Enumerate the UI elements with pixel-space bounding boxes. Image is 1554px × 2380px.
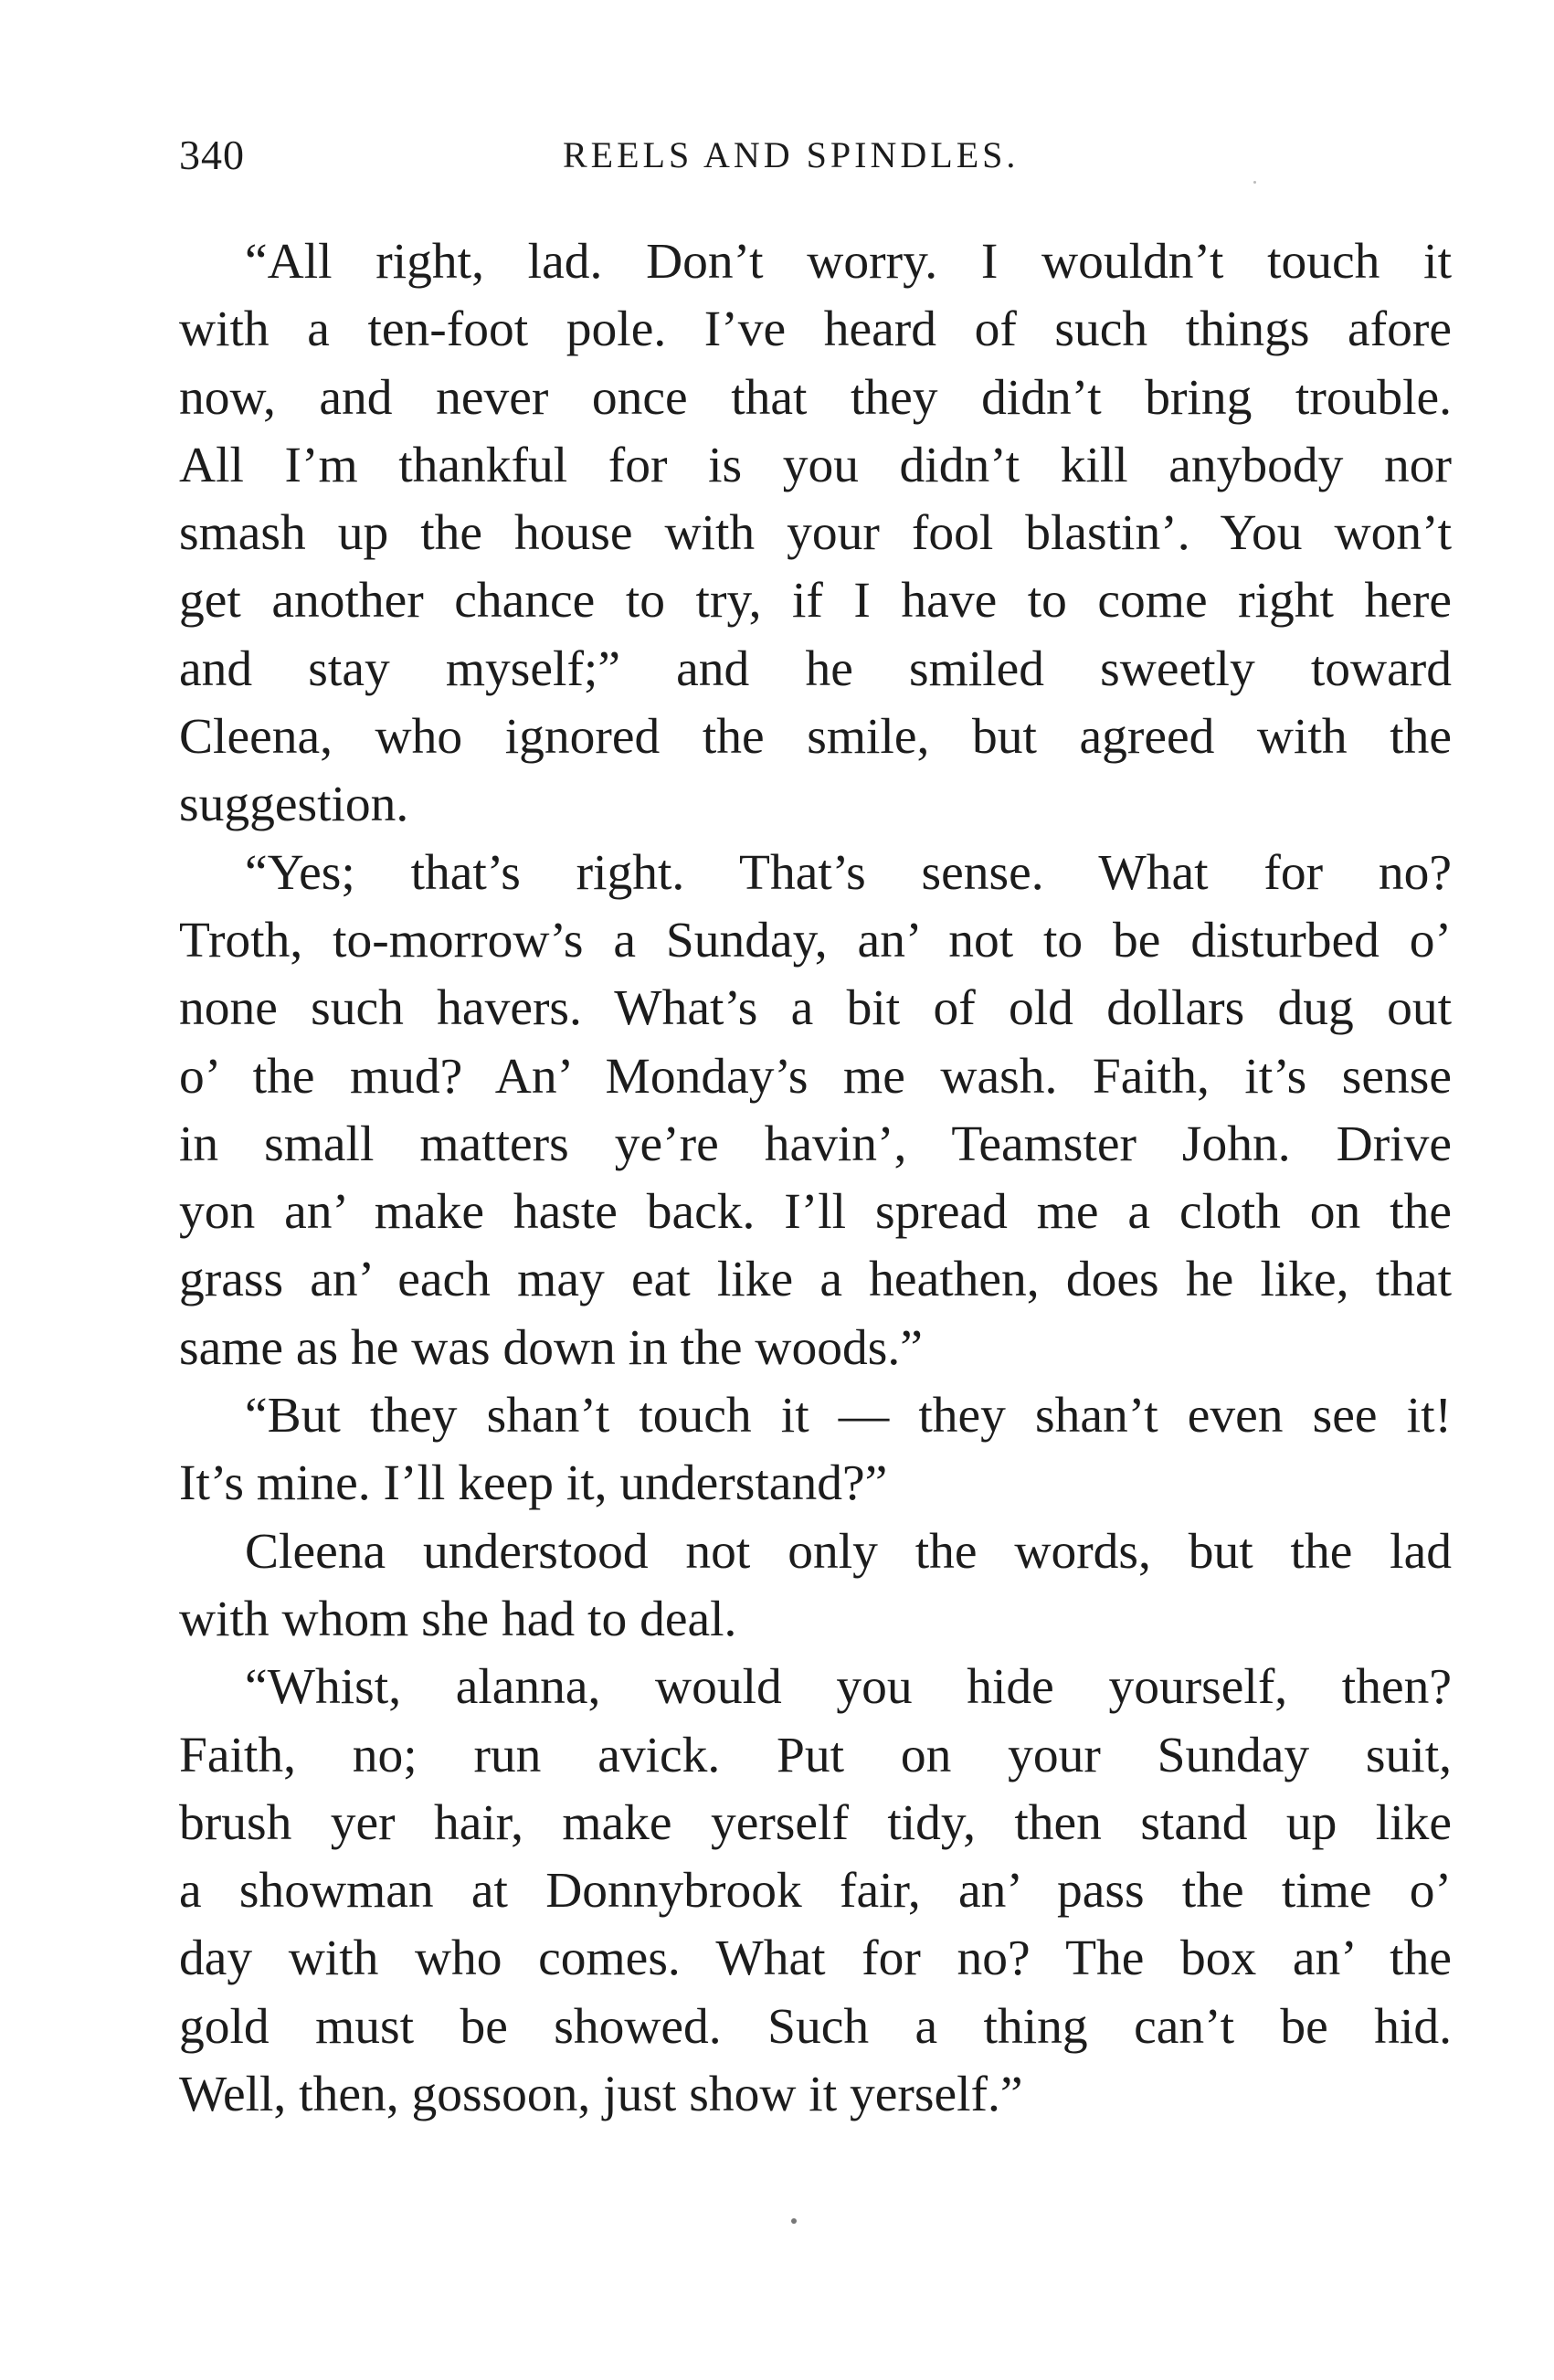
text-line: suggestion.: [179, 777, 409, 833]
body-text: [179, 228, 1452, 2129]
text-line: same as he was down in the woods.”: [179, 1319, 923, 1376]
text-line: All I’m thankful for is you didn’t kill anybody nor: [179, 437, 1452, 493]
text-line: brush yer hair, make yerself tidy, then stand up like: [179, 1794, 1452, 1851]
paragraph: [179, 1654, 1452, 2129]
ink-speck: [1253, 181, 1256, 184]
text-line: with a ten-foot pole. I’ve heard of such things afore: [179, 301, 1452, 358]
text-line: Cleena understood not only the words, but the lad: [245, 1523, 1452, 1580]
text-line: now, and never once that they didn’t bring trouble.: [179, 369, 1452, 426]
paragraph: [179, 1518, 1452, 1655]
text-line: “Whist, alanna, would you hide yourself, then?: [245, 1659, 1452, 1716]
text-line: “All right, lad. Don’t worry. I wouldn’t touch it: [245, 234, 1452, 290]
paragraph: [179, 228, 1452, 840]
text-line: and stay myself;” and he smiled sweetly toward: [179, 640, 1452, 697]
ink-speck: [791, 2218, 797, 2224]
text-line: “But they shan’t touch it — they shan’t even see it!: [245, 1388, 1452, 1444]
text-line: Well, then, gossoon, just show it yerself.”: [179, 2067, 1023, 2123]
paragraph: [179, 1382, 1452, 1518]
text-line: grass an’ each may eat like a heathen, does he like, that: [179, 1252, 1452, 1308]
text-line: Faith, no; run avick. Put on your Sunday suit,: [179, 1727, 1452, 1783]
text-line: smash up the house with your fool blastin’. You won’t: [179, 505, 1452, 562]
text-line: get another chance to try, if I have to come right here: [179, 573, 1452, 629]
running-head: [179, 128, 1452, 183]
text-line: with whom she had to deal.: [179, 1591, 737, 1647]
paragraph: [179, 840, 1452, 1382]
text-line: a showman at Donnybrook fair, an’ pass the time o’: [179, 1863, 1452, 1920]
text-line: Cleena, who ignored the smile, but agreed with the: [179, 709, 1452, 766]
text-line: It’s mine. I’ll keep it, understand?”: [179, 1455, 888, 1512]
text-line: gold must be showed. Such a thing can’t be hid.: [179, 1998, 1452, 2055]
text-line: none such havers. What’s a bit of old dollars dug out: [179, 980, 1452, 1037]
running-title: REELS AND SPINDLES.: [563, 134, 1020, 175]
text-line: Troth, to-morrow’s a Sunday, an’ not to be disturbed o’: [179, 912, 1452, 968]
text-line: yon an’ make haste back. I’ll spread me a cloth on the: [179, 1184, 1452, 1241]
text-line: “Yes; that’s right. That’s sense. What for no?: [245, 844, 1452, 901]
text-line: o’ the mud? An’ Monday’s me wash. Faith, it’s sense: [179, 1048, 1452, 1105]
page-number: 340: [179, 132, 245, 178]
text-line: in small matters ye’re havin’, Teamster John. Drive: [179, 1116, 1452, 1172]
text-line: day with who comes. What for no? The box an’ the: [179, 1930, 1452, 1987]
